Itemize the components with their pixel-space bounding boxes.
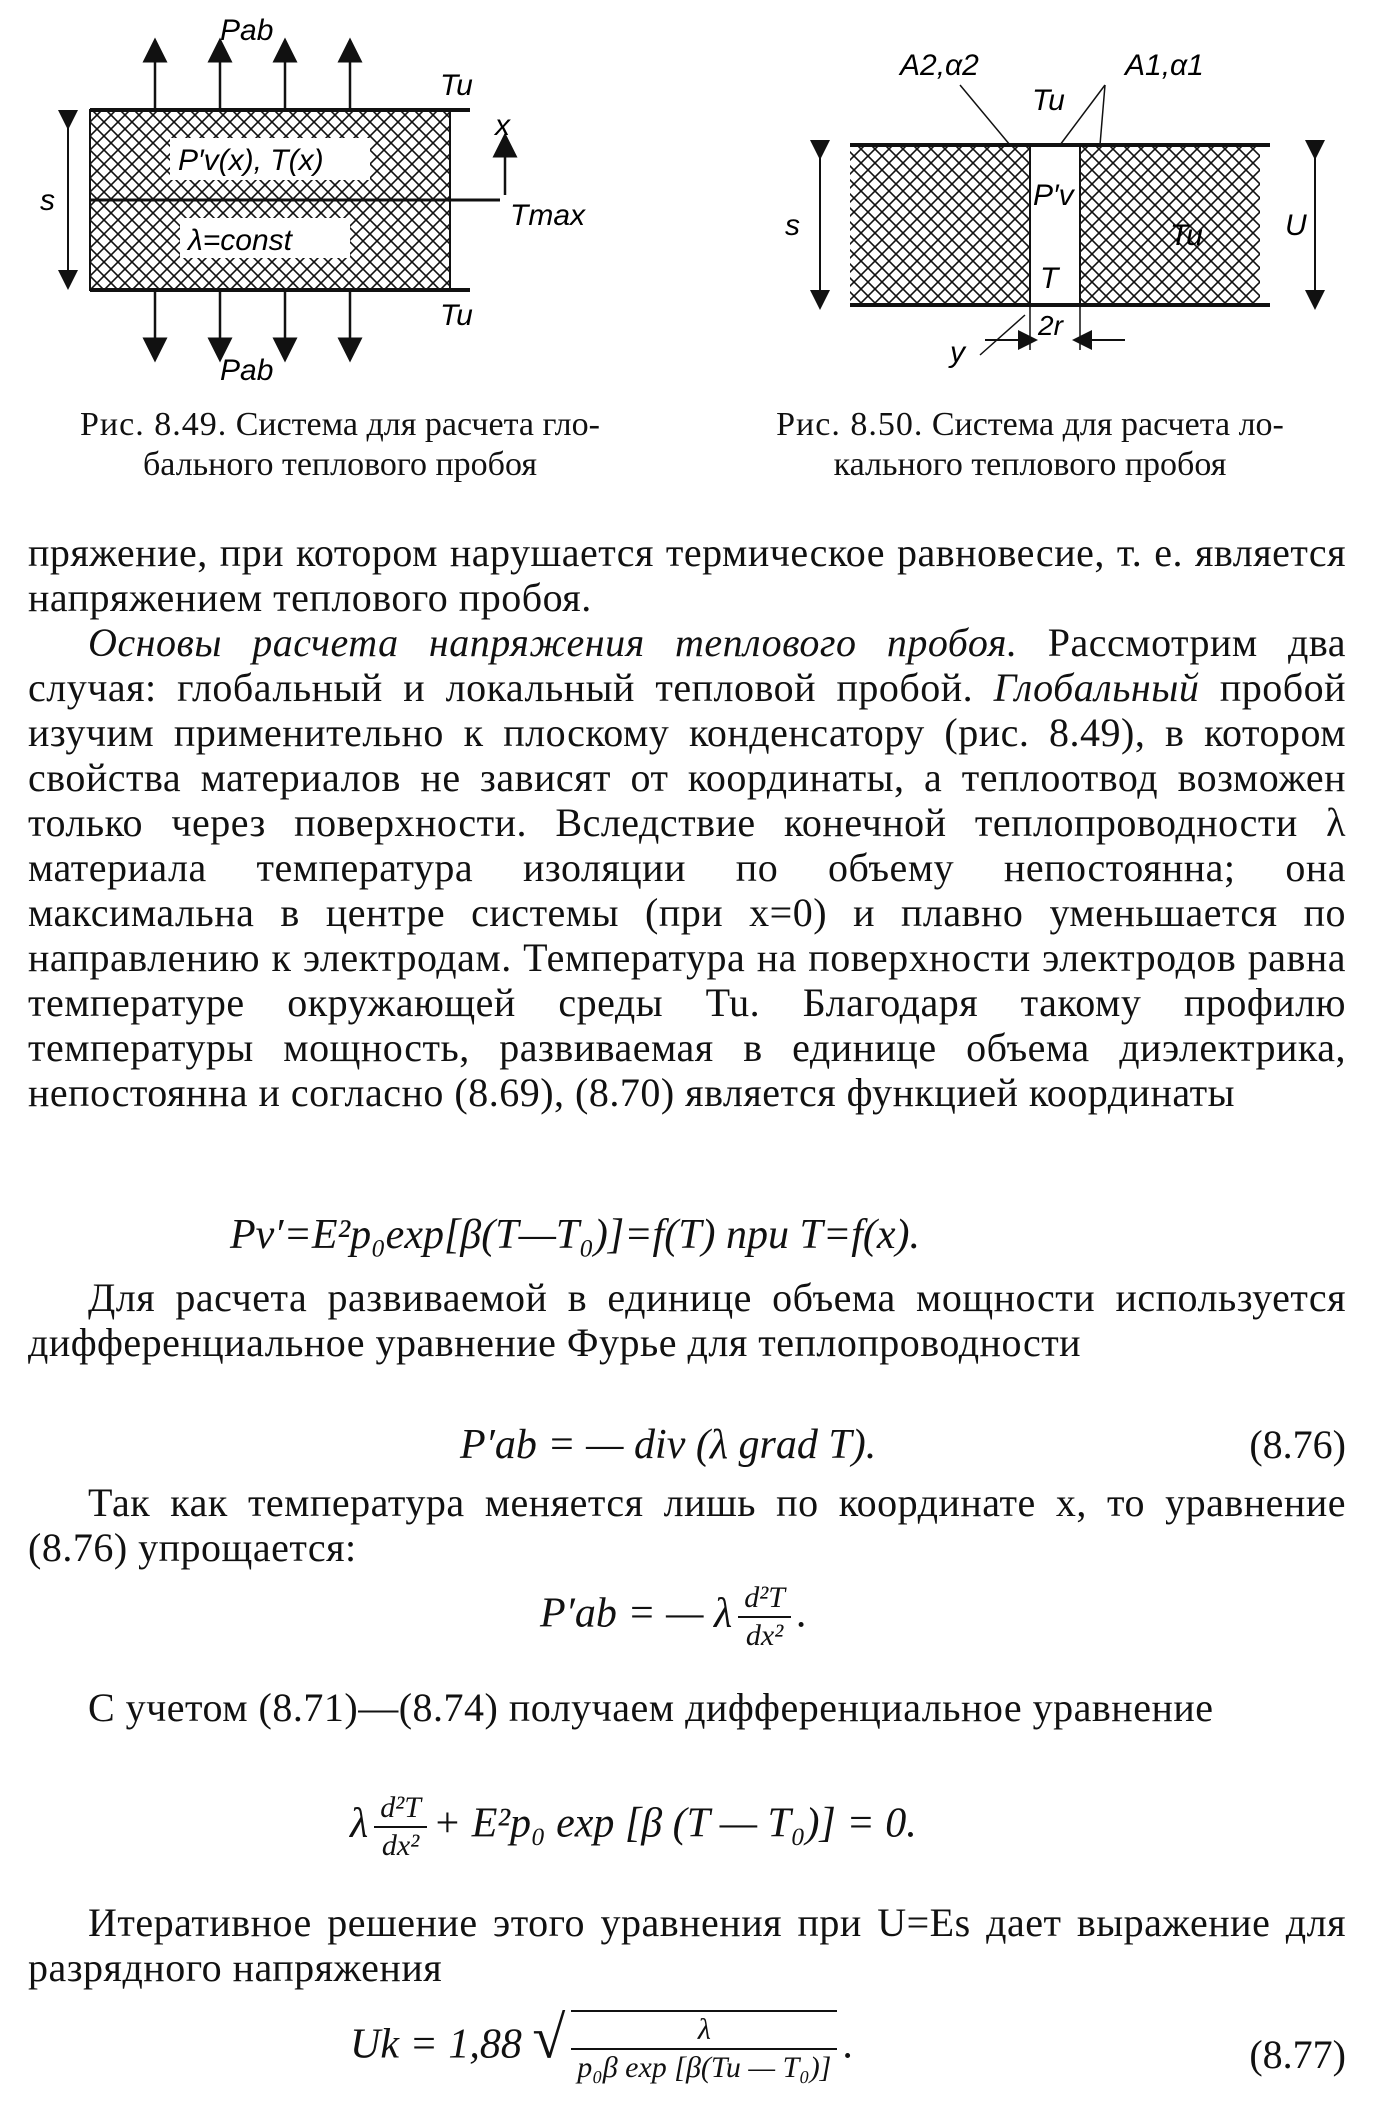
label-tmax: Tmax <box>510 199 585 232</box>
fraction-denominator: p₀β exp [β(Tu — T₀)] <box>577 2051 832 2084</box>
equation-pab-simplified: P′ab = — λ $\frac{\text{d²T}}{\text{dx²}}$ . <box>540 1581 808 1652</box>
caption-line: бального теплового пробоя <box>143 446 537 483</box>
italic-term: Глобальный <box>993 665 1200 710</box>
sqrt-sign: √ <box>532 2004 566 2071</box>
caption-number: Рис. 8.49. <box>80 406 228 443</box>
figure-8-49 <box>20 10 640 390</box>
paragraph-4: Так как температура меняется лишь по координате x, то уравнение (8.76) упрощается: <box>28 1480 1346 1570</box>
paragraph-2 <box>28 620 1346 1115</box>
label-a2: A2,α2 <box>900 49 979 82</box>
paragraph-6: Итеративное решение этого уравнения при U=Es дает выражение для разрядного напряжения <box>28 1900 1346 1990</box>
label-t: T <box>1040 262 1059 295</box>
label-tu-top: Tu <box>440 69 473 102</box>
caption-line: Система для расчета ло- <box>931 406 1284 443</box>
equation-8-77: Uk = 1,88 √ $\frac{\lambda}{\text{p₀β exp [β(Tu — T₀)]}}$ . <box>350 2004 854 2084</box>
label-tu-right: Tu <box>1170 219 1203 252</box>
caption-fig-8-50 <box>700 405 1360 485</box>
eq-left: P′ab = — λ <box>540 1590 733 1637</box>
fraction <box>374 1790 427 1864</box>
fraction <box>571 2010 837 2086</box>
fraction-numerator: d²T <box>738 1580 791 1618</box>
label-s: s <box>40 184 55 217</box>
label-pv: P′v <box>1033 179 1074 212</box>
label-pab-top: Pab <box>220 14 274 47</box>
eq-right: + E²p₀ exp [β (T — T₀)] = 0. <box>432 1800 917 1847</box>
paragraph-5: С учетом (8.71)—(8.74) получаем дифференциальное уравнение <box>88 1685 1214 1730</box>
equation-number-8-77: (8.77) <box>1249 2032 1346 2077</box>
fraction <box>738 1580 791 1654</box>
figure-8-50 <box>770 30 1350 370</box>
label-2r: 2r <box>1038 310 1063 341</box>
fraction-numerator: d²T <box>374 1790 427 1828</box>
equation-8-76: P′ab = — div (λ grad T). <box>460 1422 877 1468</box>
paragraph-3: Для расчета развиваемой в единице объема мощности используется дифференциальное уравнение Фурье для теплопроводности <box>28 1275 1346 1365</box>
label-pab-bottom: Pab <box>220 354 274 387</box>
section-heading: Основы расчета напряжения теплового пробоя. <box>88 620 1018 665</box>
caption-fig-8-49 <box>20 405 660 485</box>
equation-differential <box>350 1790 917 1864</box>
eq-lambda: λ <box>350 1800 369 1847</box>
text-run: пробой изучим применительно к плоскому конденсатору (рис. 8.49), в котором свойства материалов не зависят от координаты, а теплоотвод возможен только через поверхности. Вследствие конечной теплопроводности λ материала температура изоляции по объему непостоянна; она максимальна в центре системы (при x=0) и плавно уменьшается по направлению к электродам. Температура на поверхности электродов равна температуре окружающей среды Tu. Благодаря такому профилю температуры мощность, развиваемая в единице объема диэлектрика, непостоянна и согласно (8.69), (8.70) является функцией координаты <box>28 665 1346 1115</box>
caption-number: Рис. 8.50. <box>776 406 924 443</box>
dielectric-left <box>850 145 1030 305</box>
caption-line: Система для расчета гло- <box>235 406 600 443</box>
label-y: y <box>950 336 965 369</box>
label-u: U <box>1285 209 1307 242</box>
paragraph-1: пряжение, при котором нарушается термическое равновесие, т. е. является напряжением теплового пробоя. <box>28 530 1346 620</box>
equation-pv: Pv′=E²p₀exp[β(T—T₀)]=f(T) при T=f(x). <box>230 1212 921 1258</box>
fraction-denominator: dx² <box>381 1829 420 1862</box>
label-a1: A1,α1 <box>1125 49 1204 82</box>
eq-left: Uk = 1,88 <box>350 2021 522 2068</box>
fraction-denominator: dx² <box>745 1619 784 1652</box>
fraction-numerator: λ <box>571 2012 837 2050</box>
label-x: x <box>495 109 510 142</box>
label-tu-top: Tu <box>1032 84 1065 117</box>
equation-number-8-76: (8.76) <box>1249 1422 1346 1467</box>
caption-line: кального теплового пробоя <box>833 446 1227 483</box>
label-tu-bottom: Tu <box>440 299 473 332</box>
label-s: s <box>785 209 800 242</box>
label-pv: P′v(x), T(x) <box>178 144 324 177</box>
label-lambda: λ=const <box>188 224 292 257</box>
text-run: Рассмотрим два случая: глобальный и локальный тепловой пробой. <box>28 620 1346 710</box>
